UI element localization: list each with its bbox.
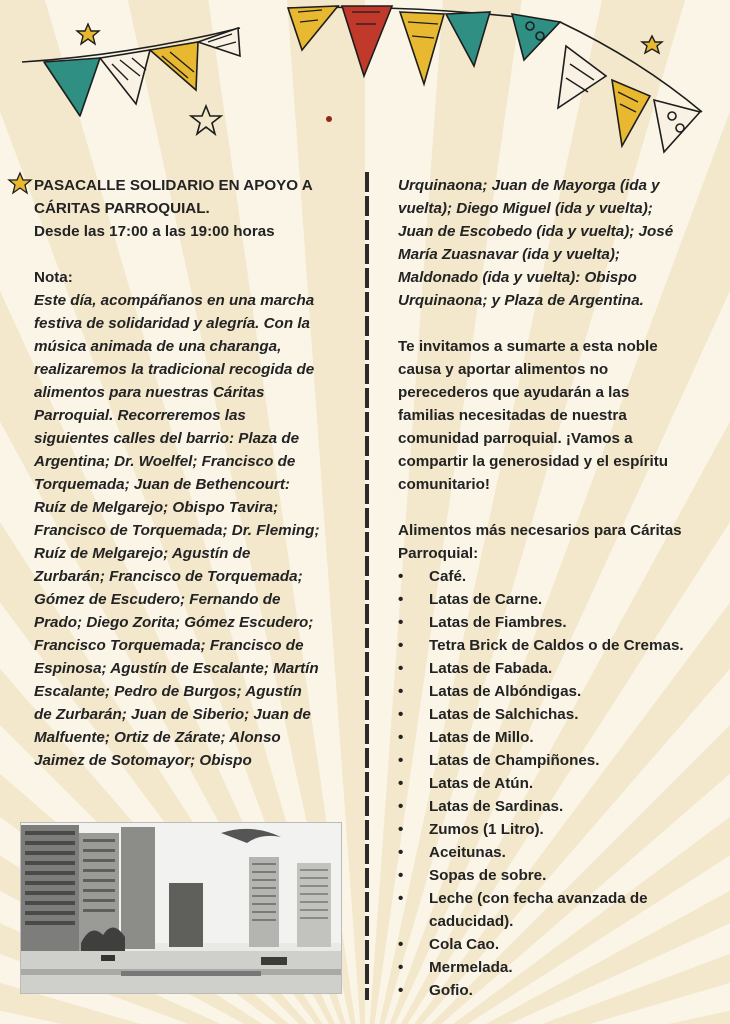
list-item <box>398 864 698 887</box>
list-item <box>398 657 698 680</box>
list-item-text: Latas de Sardinas. <box>429 798 564 815</box>
bullet-dot: • <box>398 982 404 999</box>
note-line: Jaimez de Sotomayor; Obispo <box>34 752 252 769</box>
column-divider <box>365 172 369 1000</box>
flag-cream-right-2 <box>654 100 700 152</box>
bullet-dot: • <box>398 752 404 769</box>
route-line: Juan de Escobedo (ida y vuelta); José <box>398 223 674 240</box>
invitation-line: causa y aportar alimentos no <box>398 361 609 378</box>
bunting-flags <box>0 0 730 165</box>
flag-mustard-left <box>150 42 198 90</box>
route-line: Urquinaona; y Plaza de Argentina. <box>398 292 644 309</box>
list-item-text: Café. <box>429 568 467 585</box>
invitation-line: Te invitamos a sumarte a esta noble <box>398 338 658 355</box>
note-line: Ruíz de Melgarejo; Agustín de <box>34 545 251 562</box>
flag-mustard-right <box>612 80 650 146</box>
list-item-text: Latas de Atún. <box>429 775 534 792</box>
route-line: vuelta); Diego Miguel (ida y vuelta); <box>398 200 653 217</box>
flag-mustard-1 <box>288 6 338 50</box>
bullet-dot: • <box>398 614 404 631</box>
note-line: siguientes calles del barrio: Plaza de <box>34 430 300 447</box>
left-column <box>34 174 334 772</box>
note-line: Parroquial. Recorreremos las <box>34 407 246 424</box>
food-list-heading-line: Alimentos más necesarios para Cáritas <box>398 522 682 539</box>
list-item <box>398 565 698 588</box>
note-line: alimentos para nuestras Cáritas <box>34 384 265 401</box>
invitation-line: compartir la generosidad y el espíritu <box>398 453 669 470</box>
star-icon <box>191 106 221 134</box>
list-item <box>398 680 698 703</box>
list-item-text: Sopas de sobre. <box>429 867 547 884</box>
flag-teal-1 <box>446 12 490 66</box>
route-line: María Zuasnavar (ida y vuelta); <box>398 246 620 263</box>
flag-cream-left-1 <box>100 50 150 104</box>
street-photo <box>20 822 342 994</box>
invitation-text <box>398 335 698 496</box>
list-item-text: Leche (con fecha avanzada de <box>429 890 648 907</box>
list-item-text: Latas de Champiñones. <box>429 752 600 769</box>
event-title-line2: CÁRITAS PARROQUIAL. <box>34 200 210 217</box>
star-icon <box>6 171 34 197</box>
flag-cream-right-1 <box>558 46 606 108</box>
note-line: música animada de una charanga, <box>34 338 282 355</box>
list-item <box>398 979 698 1002</box>
list-item-text: Cola Cao. <box>429 936 500 953</box>
note-line: Prado; Diego Zorita; Gómez Escudero; <box>34 614 314 631</box>
bullet-dot: • <box>398 867 404 884</box>
star-icon <box>77 24 99 44</box>
list-item-text: Zumos (1 Litro). <box>429 821 544 838</box>
list-item-text: Tetra Brick de Caldos o de Cremas. <box>429 637 684 654</box>
bullet-dot: • <box>398 821 404 838</box>
bullet-dot: • <box>398 936 404 953</box>
note-line: Francisco de Torquemada; Dr. Fleming; <box>34 522 320 539</box>
route-text <box>398 174 698 312</box>
bullet-dot: • <box>398 591 404 608</box>
invitation-line: comunitario! <box>398 476 490 493</box>
list-item <box>398 841 698 864</box>
list-item <box>398 772 698 795</box>
list-item-text: Latas de Fabada. <box>429 660 553 677</box>
bullet-dot: • <box>398 706 404 723</box>
list-item <box>398 726 698 749</box>
list-item-text: Latas de Millo. <box>429 729 534 746</box>
list-item <box>398 611 698 634</box>
dot <box>326 116 332 122</box>
invitation-line: comunidad parroquial. ¡Vamos a <box>398 430 633 447</box>
route-line: Urquinaona; Juan de Mayorga (ida y <box>398 177 660 194</box>
route-line: Maldonado (ida y vuelta): Obispo <box>398 269 637 286</box>
food-list <box>398 565 698 1002</box>
bullet-dot: • <box>398 637 404 654</box>
list-item <box>398 887 698 933</box>
star-icon <box>642 36 662 53</box>
note-text <box>34 289 334 772</box>
note-line: Argentina; Dr. Woelfel; Francisco de <box>34 453 296 470</box>
list-item <box>398 956 698 979</box>
list-item-text: Latas de Carne. <box>429 591 543 608</box>
bullet-dot: • <box>398 660 404 677</box>
list-item-text: Aceitunas. <box>429 844 506 861</box>
bullet-dot: • <box>398 959 404 976</box>
flag-teal-2 <box>512 14 560 60</box>
food-list-heading-line: Parroquial: <box>398 545 479 562</box>
flag-red <box>342 6 392 76</box>
list-item <box>398 818 698 841</box>
note-line: Gómez de Escudero; Fernando de <box>34 591 281 608</box>
event-time: Desde las 17:00 a las 19:00 horas <box>34 223 275 240</box>
note-line: Torquemada; Juan de Bethencourt: <box>34 476 290 493</box>
list-item-text: Latas de Albóndigas. <box>429 683 582 700</box>
note-line: realizaremos la tradicional recogida de <box>34 361 315 378</box>
list-item <box>398 634 698 657</box>
list-item-text: Latas de Salchichas. <box>429 706 579 723</box>
note-label: Nota: <box>34 269 73 286</box>
bullet-dot: • <box>398 775 404 792</box>
note-line: Este día, acompáñanos en una marcha <box>34 292 315 309</box>
list-item <box>398 795 698 818</box>
list-item <box>398 703 698 726</box>
list-item <box>398 933 698 956</box>
note-line: Francisco Torquemada; Francisco de <box>34 637 304 654</box>
list-item-text: Mermelada. <box>429 959 513 976</box>
bullet-dot: • <box>398 844 404 861</box>
note-line: festiva de solidaridad y alegría. Con la <box>34 315 311 332</box>
note-line: Malfuente; Ortiz de Zárate; Alonso <box>34 729 281 746</box>
list-item <box>398 588 698 611</box>
flag-teal-left <box>44 58 100 116</box>
invitation-line: perecederos que ayudarán a las <box>398 384 630 401</box>
note-line: Zurbarán; Francisco de Torquemada; <box>34 568 303 585</box>
bullet-dot: • <box>398 890 404 907</box>
note-line: de Zurbarán; Juan de Siberio; Juan de <box>34 706 311 723</box>
bullet-dot: • <box>398 683 404 700</box>
note-line: Espinosa; Agustín de Escalante; Martín <box>34 660 319 677</box>
bullet-dot: • <box>398 729 404 746</box>
note-line: Ruíz de Melgarejo; Obispo Tavira; <box>34 499 279 516</box>
note-line: Escalante; Pedro de Burgos; Agustín <box>34 683 302 700</box>
list-item-text: Gofio. <box>429 982 473 999</box>
bullet-dot: • <box>398 798 404 815</box>
food-list-heading <box>398 519 698 565</box>
list-item-text: Latas de Fiambres. <box>429 614 567 631</box>
flag-mustard-2 <box>400 12 444 84</box>
event-title-line1: PASACALLE SOLIDARIO EN APOYO A <box>34 177 313 194</box>
invitation-line: familias necesitadas de nuestra <box>398 407 627 424</box>
right-column <box>398 174 698 1002</box>
list-item <box>398 749 698 772</box>
bullet-dot: • <box>398 568 404 585</box>
list-item-text: caducidad). <box>429 913 514 930</box>
